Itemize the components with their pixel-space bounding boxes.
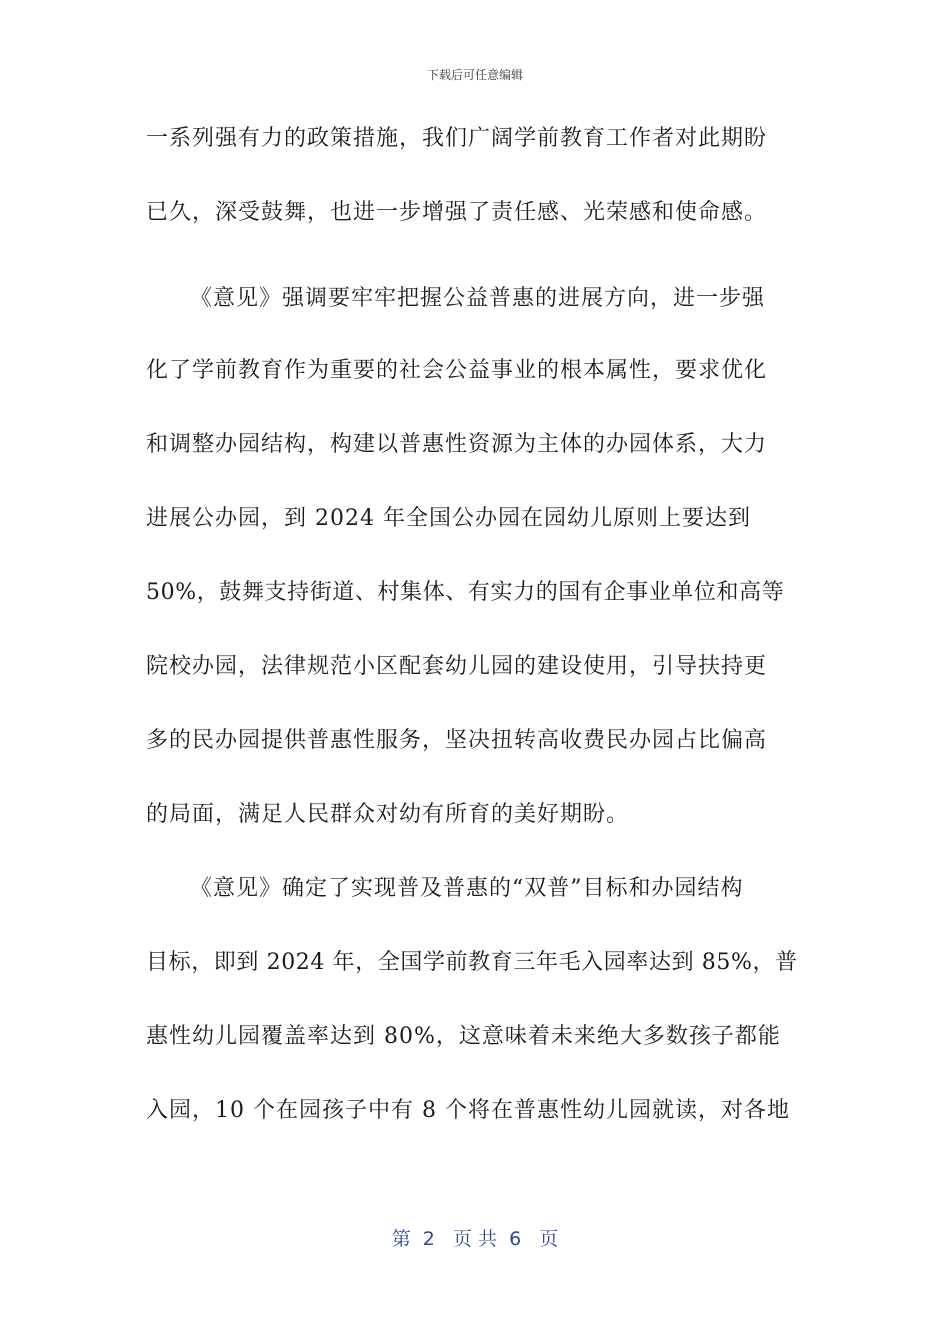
text-line: 惠性幼儿园覆盖率达到 80%，这意味着未来绝大多数孩子都能 (146, 1024, 781, 1049)
text-line: 的局面，满足人民群众对幼有所育的美好期盼。 (146, 802, 630, 827)
text-line: 多的民办园提供普惠性服务，坚决扭转高收费民办园占比偏高 (146, 728, 768, 753)
text-line: 目标，即到 2024 年，全国学前教育三年毛入园率达到 85%，普 (146, 950, 798, 975)
text-line: 进展公办园，到 2024 年全国公办园在园幼儿原则上要达到 (146, 506, 751, 531)
text-line: 一系列强有力的政策措施，我们广阔学前教育工作者对此期盼 (146, 126, 768, 151)
text-line: 已久，深受鼓舞，也进一步增强了责任感、光荣感和使命感。 (146, 200, 768, 225)
text-line: 院校办园，法律规范小区配套幼儿园的建设使用，引导扶持更 (146, 654, 768, 679)
text-line: 入园，10 个在园孩子中有 8 个将在普惠性幼儿园就读，对各地 (146, 1098, 790, 1123)
text-line: 50%，鼓舞支持街道、村集体、有实力的国有企事业单位和高等 (146, 580, 785, 605)
text-line: 化了学前教育作为重要的社会公益事业的根本属性，要求优化 (146, 358, 768, 383)
text-line: 《意见》确定了实现普及普惠的“双普”目标和办园结构 (190, 876, 744, 901)
page-number-footer: 第 2 页 共 6 页 (391, 1228, 559, 1250)
text-line: 《意见》强调要牢牢把握公益普惠的进展方向，进一步强 (190, 286, 766, 311)
page-header: 下载后可任意编辑 (426, 68, 523, 82)
text-line: 和调整办园结构，构建以普惠性资源为主体的办园体系，大力 (146, 432, 768, 457)
